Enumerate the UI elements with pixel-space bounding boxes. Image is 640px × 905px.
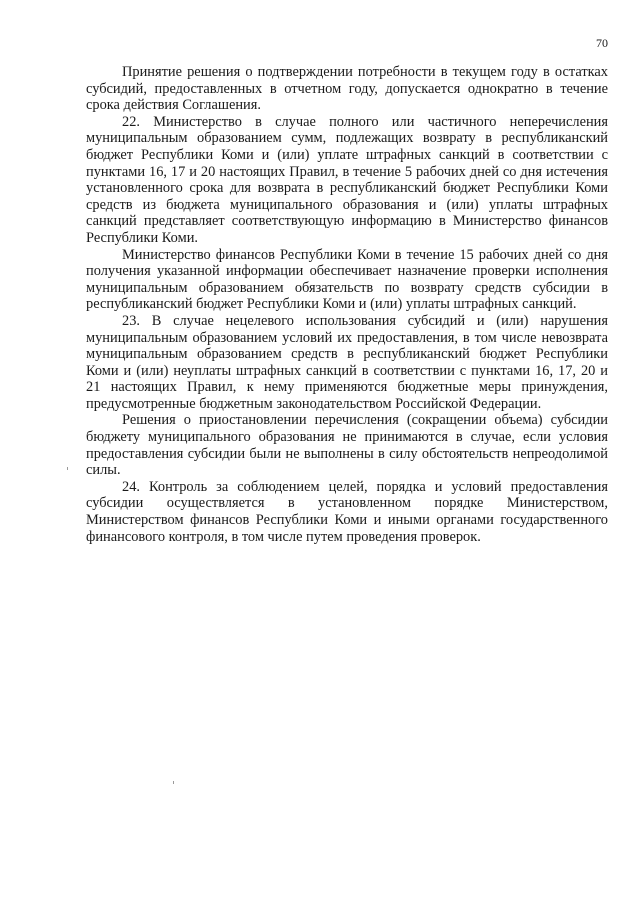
paragraph-23-force-majeure: Решения о приостановлении перечисления (сокращении объема) субсидии бюджету муниципального образования не принимаются в случае, если условия предоставления субсидии были не выполнены в силу обстоятельств непреодолимой силы. [86, 412, 608, 479]
paragraph-subsidy-balance-decision: Принятие решения о подтверждении потребности в текущем году в остатках субсидий, предоставленных в отчетном году, допускается однократно в течение срока действия Соглашения. [86, 64, 608, 114]
page-number: 70 [596, 36, 608, 50]
document-body [86, 64, 608, 545]
paragraph-23-enforcement-measures: 23. В случае нецелевого использования субсидий и (или) нарушения муниципальным образованием условий их предоставления, в том числе невозврата муниципальным образованием средств в республиканский бюджет Республики Коми и (или) неуплаты штрафных санкций в соответствии с пунктами 16, 17, 20 и 21 настоящих Правил, к нему применяются бюджетные меры принуждения, предусмотренные бюджетным законодательством Российской Федерации. [86, 312, 608, 412]
paragraph-22-finance-ministry-check: Министерство финансов Республики Коми в течение 15 рабочих дней со дня получения указанной информации обеспечивает назначение проверки исполнения муниципальным образованием обязательств по возврату средств субсидии в республиканский бюджет Республики Коми и (или) уплаты штрафных санкций. [86, 246, 608, 313]
paragraph-24-control: 24. Контроль за соблюдением целей, порядка и условий предоставления субсидии осуществляется в установленном порядке Министерством, Министерством финансов Республики Коми и иными органами государственного финансового контроля, в том числе путем проведения проверок. [86, 478, 608, 545]
scan-speck [67, 467, 68, 470]
scan-speck [173, 781, 174, 784]
paragraph-22-ministry-notice: 22. Министерство в случае полного или частичного неперечисления муниципальным образованием сумм, подлежащих возврату в республиканский бюджет Республики Коми и (или) уплате штрафных санкций в соответствии с пунктами 16, 17 и 20 настоящих Правил, в течение 5 рабочих дней со дня истечения установленного срока для возврата в республиканский бюджет Республики Коми средств из бюджета муниципального образования и (или) уплаты штрафных санкций представляет соответствующую информацию в Министерство финансов Республики Коми. [86, 113, 608, 246]
